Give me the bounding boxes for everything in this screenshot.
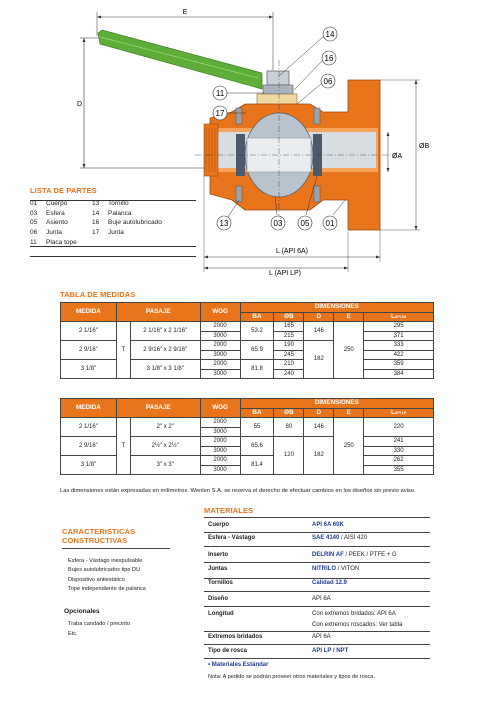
parts-list-right bbox=[92, 199, 162, 238]
dim-ob-label: ØB bbox=[419, 143, 430, 150]
divider bbox=[204, 532, 430, 533]
col-e: E bbox=[334, 312, 364, 322]
col-medida: MEDIDA bbox=[61, 303, 117, 322]
svg-text:06: 06 bbox=[323, 77, 333, 86]
bolt-top-left bbox=[236, 108, 242, 124]
divider bbox=[204, 631, 430, 632]
divider bbox=[204, 578, 430, 579]
svg-text:03: 03 bbox=[273, 219, 283, 228]
col-l: LAPI 6A bbox=[364, 312, 434, 322]
standard-materials-legend: • Materiales Estándar bbox=[208, 662, 269, 668]
list-item: Tope independiente de palanca bbox=[68, 586, 146, 593]
svg-text:16: 16 bbox=[324, 54, 334, 63]
svg-text:01: 01 bbox=[325, 219, 335, 228]
dim-d-label: D bbox=[77, 101, 83, 108]
table-row: 3000 245 422 bbox=[61, 350, 434, 360]
parts-list-header bbox=[30, 180, 196, 201]
part-item: 14 Palanca bbox=[92, 209, 132, 217]
part-item: 06 Junta bbox=[30, 229, 62, 237]
table-row: 3000 355 bbox=[61, 465, 434, 475]
divider bbox=[204, 591, 430, 592]
divider bbox=[204, 517, 430, 518]
col-wog: WOG bbox=[200, 399, 240, 418]
options-list bbox=[68, 620, 130, 639]
col-dimensiones: DIMENSIONES bbox=[240, 303, 433, 313]
svg-text:11: 11 bbox=[215, 89, 225, 98]
features-list bbox=[68, 557, 146, 595]
col-ob: ØB bbox=[274, 312, 304, 322]
col-ob: ØB bbox=[274, 408, 304, 418]
divider bbox=[204, 644, 430, 645]
table-row: 3 1/8" 3" x 3" 2000 81.4 262 bbox=[61, 456, 434, 466]
type-cell: T bbox=[116, 418, 130, 475]
col-d: D bbox=[304, 312, 334, 322]
callout-11 bbox=[213, 86, 264, 100]
divider bbox=[204, 546, 430, 547]
part-item: 11 Placa tope bbox=[30, 238, 77, 246]
part-item: 01 Cuerpo bbox=[30, 200, 68, 207]
col-e: E bbox=[334, 408, 364, 418]
list-item: Traba candado / precinto bbox=[68, 621, 130, 627]
col-dimensiones: DIMENSIONES bbox=[240, 399, 433, 409]
stem-nut bbox=[267, 71, 289, 85]
materials-note: Nota: A pedido se podrán proveer otros materiales y tipos de rosca. bbox=[208, 674, 375, 680]
list-item: Bujes autolubricados tipo DU bbox=[68, 567, 141, 574]
svg-text:17: 17 bbox=[215, 109, 225, 118]
dim-oa-label: ØA bbox=[392, 153, 403, 160]
features-title: CARACTERISTICAS CONSTRUCTIVAS bbox=[62, 527, 170, 549]
dim-l-apilp-label: L (API LP) bbox=[268, 270, 302, 277]
table-row: 3 1/8" 3 1/8" x 3 1/8" 2000 81.8 210 359 bbox=[61, 360, 434, 370]
dimensions-note: Las dimensiones están expresadas en milímetros. Wenlen S.A. se reserva el derecho de efectuar cambios en los diseños sin previo aviso. bbox=[60, 488, 416, 494]
divider bbox=[30, 256, 196, 257]
svg-text:14: 14 bbox=[325, 30, 335, 39]
dim-l-api6a-label: L (API 6A) bbox=[275, 248, 309, 255]
col-l: LAPI LP bbox=[364, 408, 434, 418]
callout-06 bbox=[297, 74, 335, 104]
table-row: 2 1/16" T 2" x 2" 2000 55 80 146 250 220 bbox=[61, 418, 434, 428]
measurements-title: TABLA DE MEDIDAS bbox=[60, 290, 136, 299]
lever-handle bbox=[98, 30, 262, 89]
col-pasaje: PASAJE bbox=[116, 303, 200, 322]
type-cell: T bbox=[116, 322, 130, 379]
table-row: 3000 240 384 bbox=[61, 369, 434, 379]
measurements-table-api6a bbox=[60, 302, 434, 379]
col-d: D bbox=[304, 408, 334, 418]
part-item: 16 Buje autolubricado bbox=[92, 219, 162, 227]
col-ba: BA bbox=[240, 312, 274, 322]
part-item: 03 Esfera bbox=[30, 209, 65, 217]
callout-01 bbox=[323, 200, 345, 230]
divider bbox=[204, 658, 430, 659]
svg-text:05: 05 bbox=[300, 219, 310, 228]
table-row: 3000 330 bbox=[61, 446, 434, 456]
svg-text:13: 13 bbox=[219, 219, 229, 228]
table-row: 3000 215 371 bbox=[61, 331, 434, 341]
table-row: 3000 bbox=[61, 427, 434, 437]
callout-13 bbox=[217, 200, 239, 230]
part-item: 13 Tornillo bbox=[92, 200, 129, 207]
dim-e-label: E bbox=[182, 9, 188, 16]
list-item: Dispositivo antiestático bbox=[68, 576, 125, 583]
col-pasaje: PASAJE bbox=[116, 399, 200, 418]
divider bbox=[204, 562, 430, 563]
part-item: 05 Asiento bbox=[30, 219, 68, 227]
list-item: Esfera - Vástago inexpulsable bbox=[68, 558, 143, 564]
parts-list-title: LISTA DE PARTES bbox=[30, 186, 97, 195]
materials-title: MATERIALES bbox=[204, 506, 254, 515]
table-row: 2 9/16" 2 9/16" x 2 9/16" 2000 65.9 190 182 333 bbox=[61, 341, 434, 351]
divider bbox=[204, 606, 430, 607]
parts-list-left bbox=[30, 199, 77, 248]
table-row: 2 9/16" 2½" x 2½" 2000 65.6 120 182 241 bbox=[61, 437, 434, 447]
options-title: Opcionales bbox=[64, 608, 100, 615]
col-wog: WOG bbox=[200, 303, 240, 322]
table-row: 2 1/16" T 2 1/16" x 2 1/16" 2000 53.2 165 146 250 295 bbox=[61, 322, 434, 332]
bolt-bottom-left bbox=[236, 186, 242, 202]
col-medida: MEDIDA bbox=[61, 399, 117, 418]
list-item: Etc. bbox=[68, 630, 78, 637]
divider bbox=[30, 246, 196, 247]
measurements-table-apilp bbox=[60, 398, 434, 475]
part-item: 17 Junta bbox=[92, 229, 124, 237]
col-ba: BA bbox=[240, 408, 274, 418]
